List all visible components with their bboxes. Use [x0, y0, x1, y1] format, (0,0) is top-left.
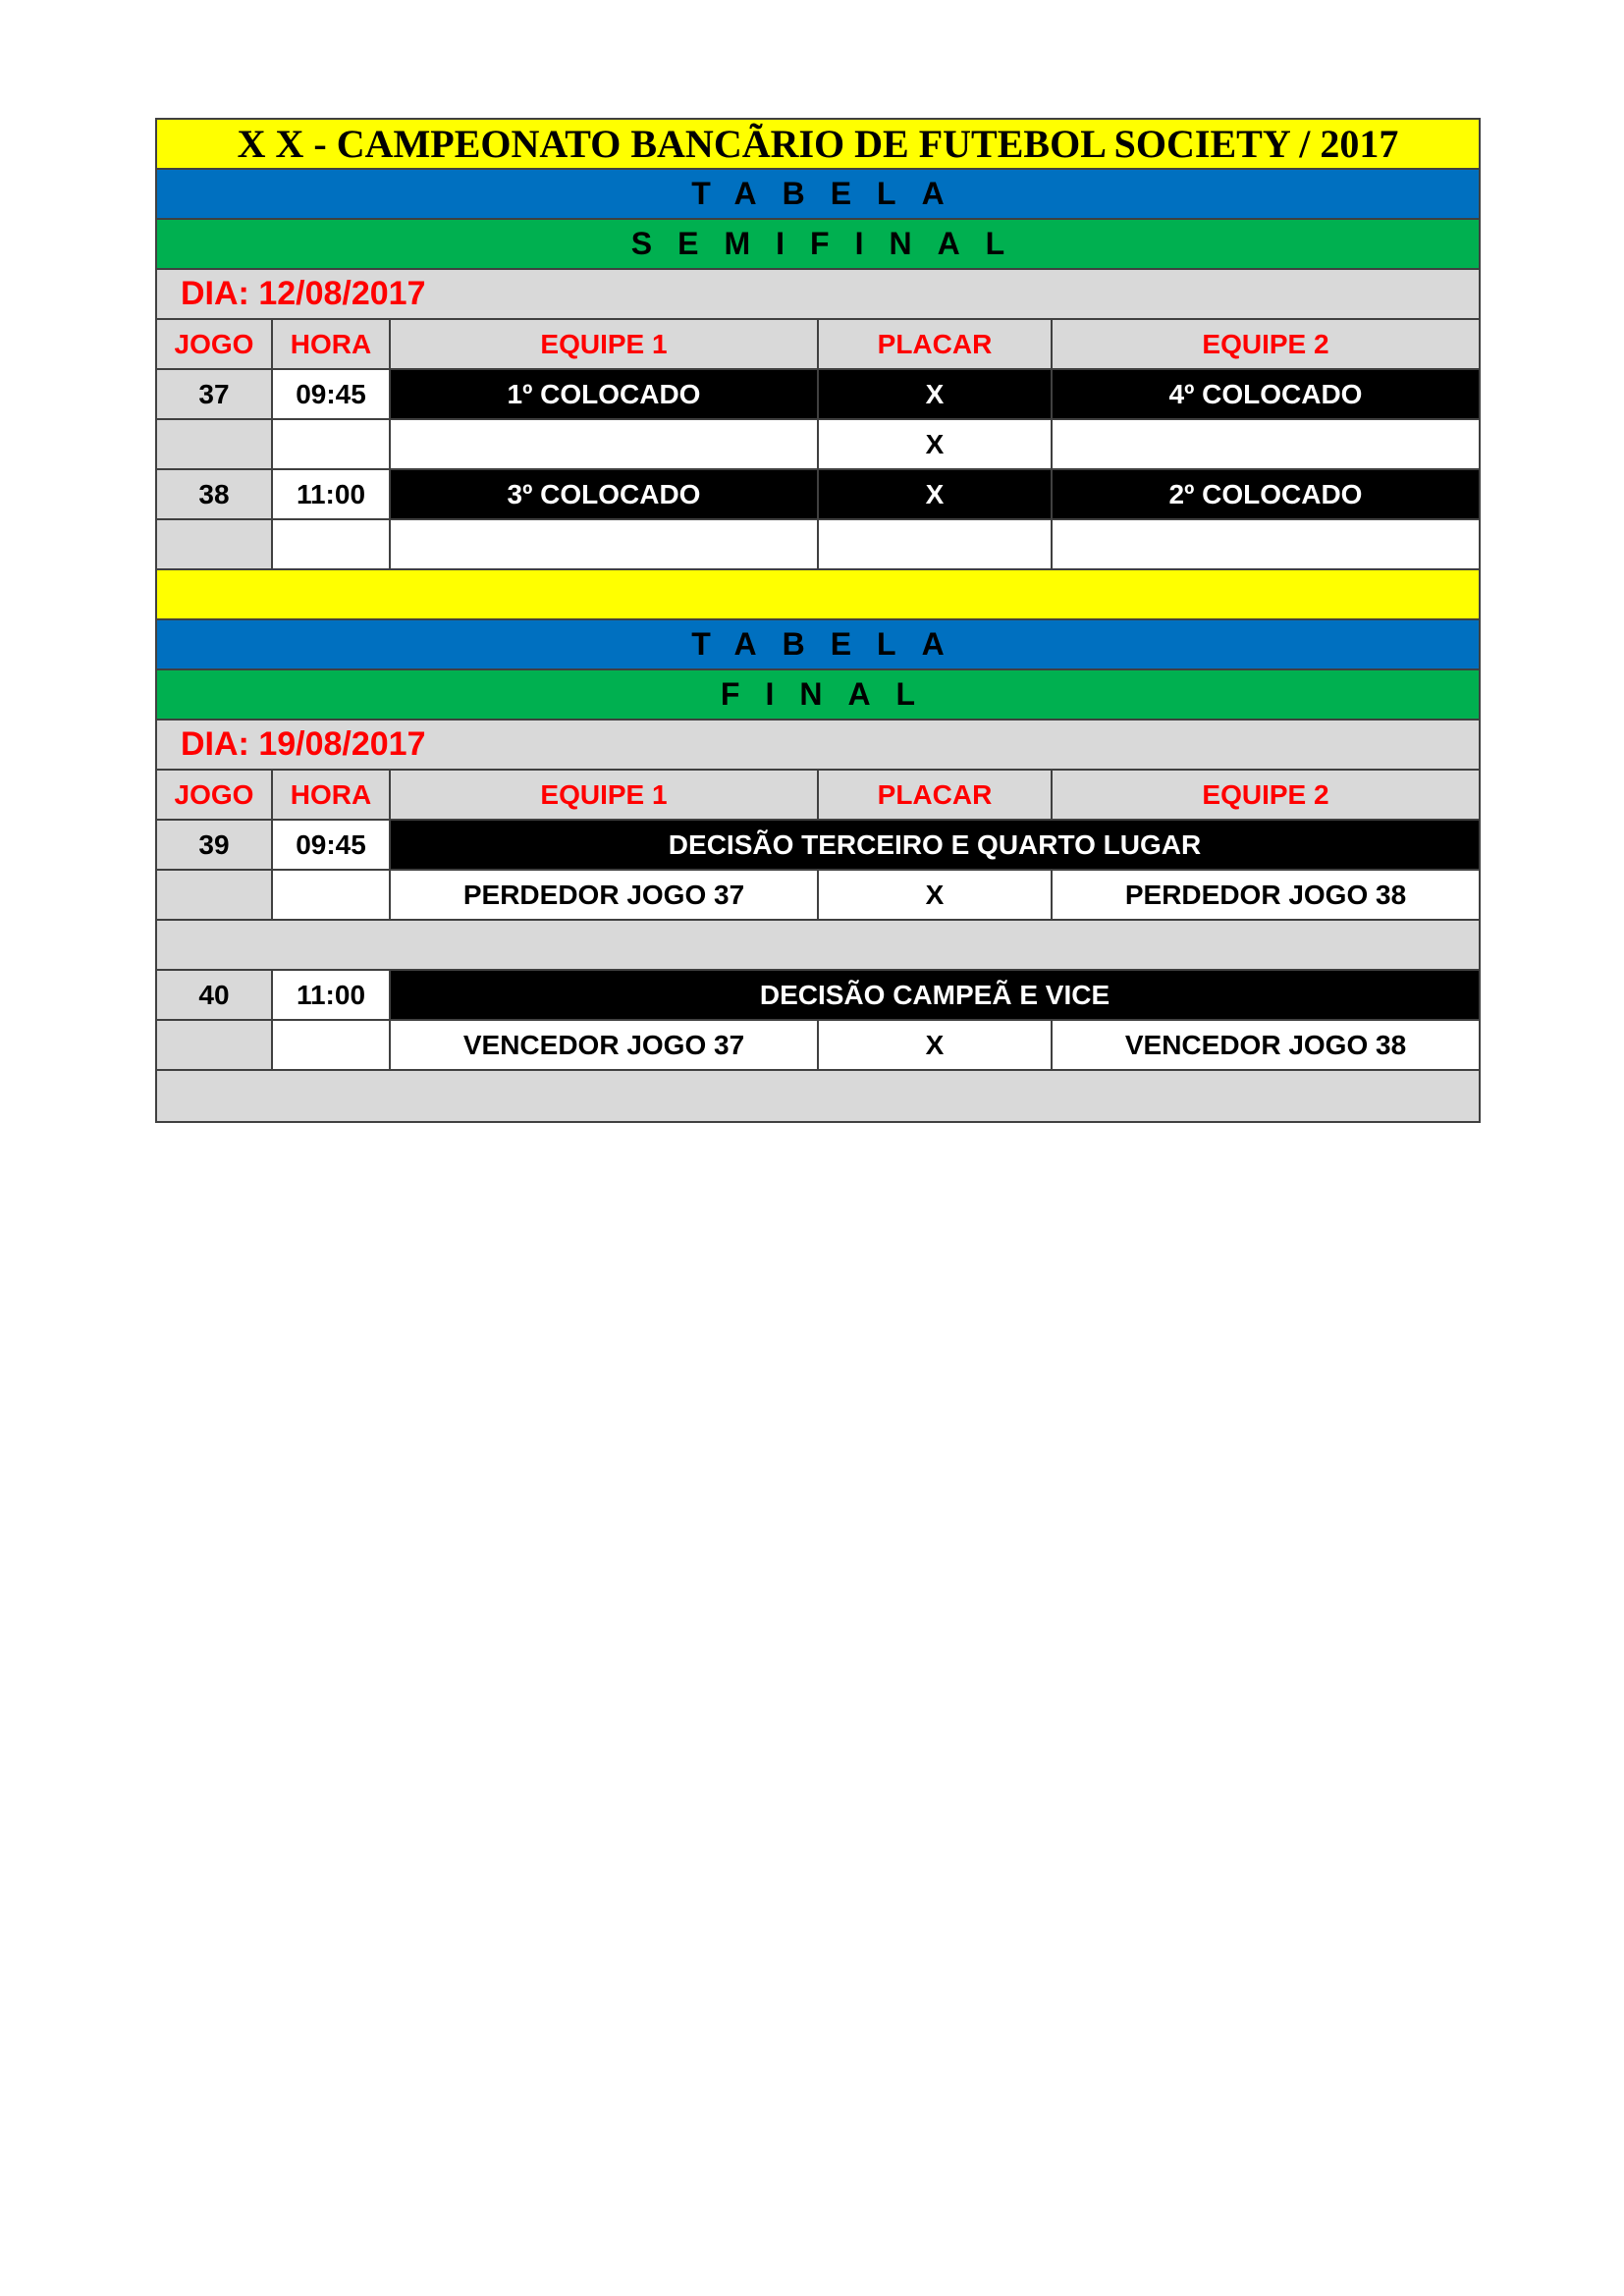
table-row: [157, 520, 1479, 570]
schedule-sheet: [155, 118, 1481, 1123]
table-row: [157, 971, 1479, 1021]
header-placar: PLACAR: [819, 320, 1053, 368]
gray-spacer: [157, 1071, 1479, 1121]
header-equipe-2: EQUIPE 2: [1053, 320, 1479, 368]
score: X: [819, 420, 1053, 468]
score: X: [819, 871, 1053, 919]
final-phase-row: [157, 670, 1479, 721]
header-equipe-2: EQUIPE 2: [1053, 771, 1479, 819]
team-1: 1º COLOCADO: [391, 370, 819, 418]
spacer-row: [157, 921, 1479, 971]
table-row: [157, 871, 1479, 921]
match-title: DECISÃO TERCEIRO E QUARTO LUGAR: [391, 821, 1479, 869]
team-1: PERDEDOR JOGO 37: [391, 871, 819, 919]
final-date-row: [157, 721, 1479, 771]
game-number: 40: [157, 971, 273, 1019]
final-header-row: [157, 771, 1479, 821]
semifinal-header-row: [157, 320, 1479, 370]
team-2: 2º COLOCADO: [1053, 470, 1479, 518]
empty-cell: [157, 520, 273, 568]
empty-cell: [1053, 520, 1479, 568]
empty-cell: [157, 1021, 273, 1069]
table-row: [157, 420, 1479, 470]
game-time: 11:00: [273, 470, 391, 518]
game-number: 39: [157, 821, 273, 869]
header-equipe-1: EQUIPE 1: [391, 320, 819, 368]
table-row: [157, 1021, 1479, 1071]
header-equipe-1: EQUIPE 1: [391, 771, 819, 819]
semifinal-date-row: [157, 270, 1479, 320]
score: X: [819, 470, 1053, 518]
game-time: 09:45: [273, 370, 391, 418]
empty-cell: [391, 420, 819, 468]
empty-cell: [391, 520, 819, 568]
empty-cell: [1053, 420, 1479, 468]
header-jogo: JOGO: [157, 320, 273, 368]
page-title: X X - CAMPEONATO BANCÃRIO DE FUTEBOL SOCIETY / 2017: [157, 120, 1479, 168]
team-2: VENCEDOR JOGO 38: [1053, 1021, 1479, 1069]
team-1: 3º COLOCADO: [391, 470, 819, 518]
separator-row: [157, 570, 1479, 620]
semifinal-tabela-banner: TABELA: [157, 170, 1479, 218]
final-tabela-row: [157, 620, 1479, 670]
semifinal-phase-row: [157, 220, 1479, 270]
empty-cell: [273, 1021, 391, 1069]
header-hora: HORA: [273, 771, 391, 819]
game-time: 09:45: [273, 821, 391, 869]
final-phase-banner: FINAL: [157, 670, 1479, 719]
empty-cell: [157, 420, 273, 468]
semifinal-phase-banner: SEMIFINAL: [157, 220, 1479, 268]
team-1: VENCEDOR JOGO 37: [391, 1021, 819, 1069]
game-number: 38: [157, 470, 273, 518]
spacer-row: [157, 1071, 1479, 1121]
gray-spacer: [157, 921, 1479, 969]
score: X: [819, 370, 1053, 418]
game-time: 11:00: [273, 971, 391, 1019]
table-row: [157, 370, 1479, 420]
score: X: [819, 1021, 1053, 1069]
header-hora: HORA: [273, 320, 391, 368]
empty-cell: [819, 520, 1053, 568]
team-2: 4º COLOCADO: [1053, 370, 1479, 418]
semifinal-date: DIA: 12/08/2017: [157, 270, 1479, 318]
table-row: [157, 470, 1479, 520]
final-tabela-banner: TABELA: [157, 620, 1479, 668]
semifinal-tabela-row: [157, 170, 1479, 220]
team-2: PERDEDOR JOGO 38: [1053, 871, 1479, 919]
match-title: DECISÃO CAMPEÃ E VICE: [391, 971, 1479, 1019]
empty-cell: [273, 520, 391, 568]
table-row: [157, 821, 1479, 871]
title-row: [157, 120, 1479, 170]
empty-cell: [273, 871, 391, 919]
final-date: DIA: 19/08/2017: [157, 721, 1479, 769]
header-placar: PLACAR: [819, 771, 1053, 819]
yellow-separator: [157, 570, 1479, 618]
empty-cell: [273, 420, 391, 468]
empty-cell: [157, 871, 273, 919]
game-number: 37: [157, 370, 273, 418]
header-jogo: JOGO: [157, 771, 273, 819]
